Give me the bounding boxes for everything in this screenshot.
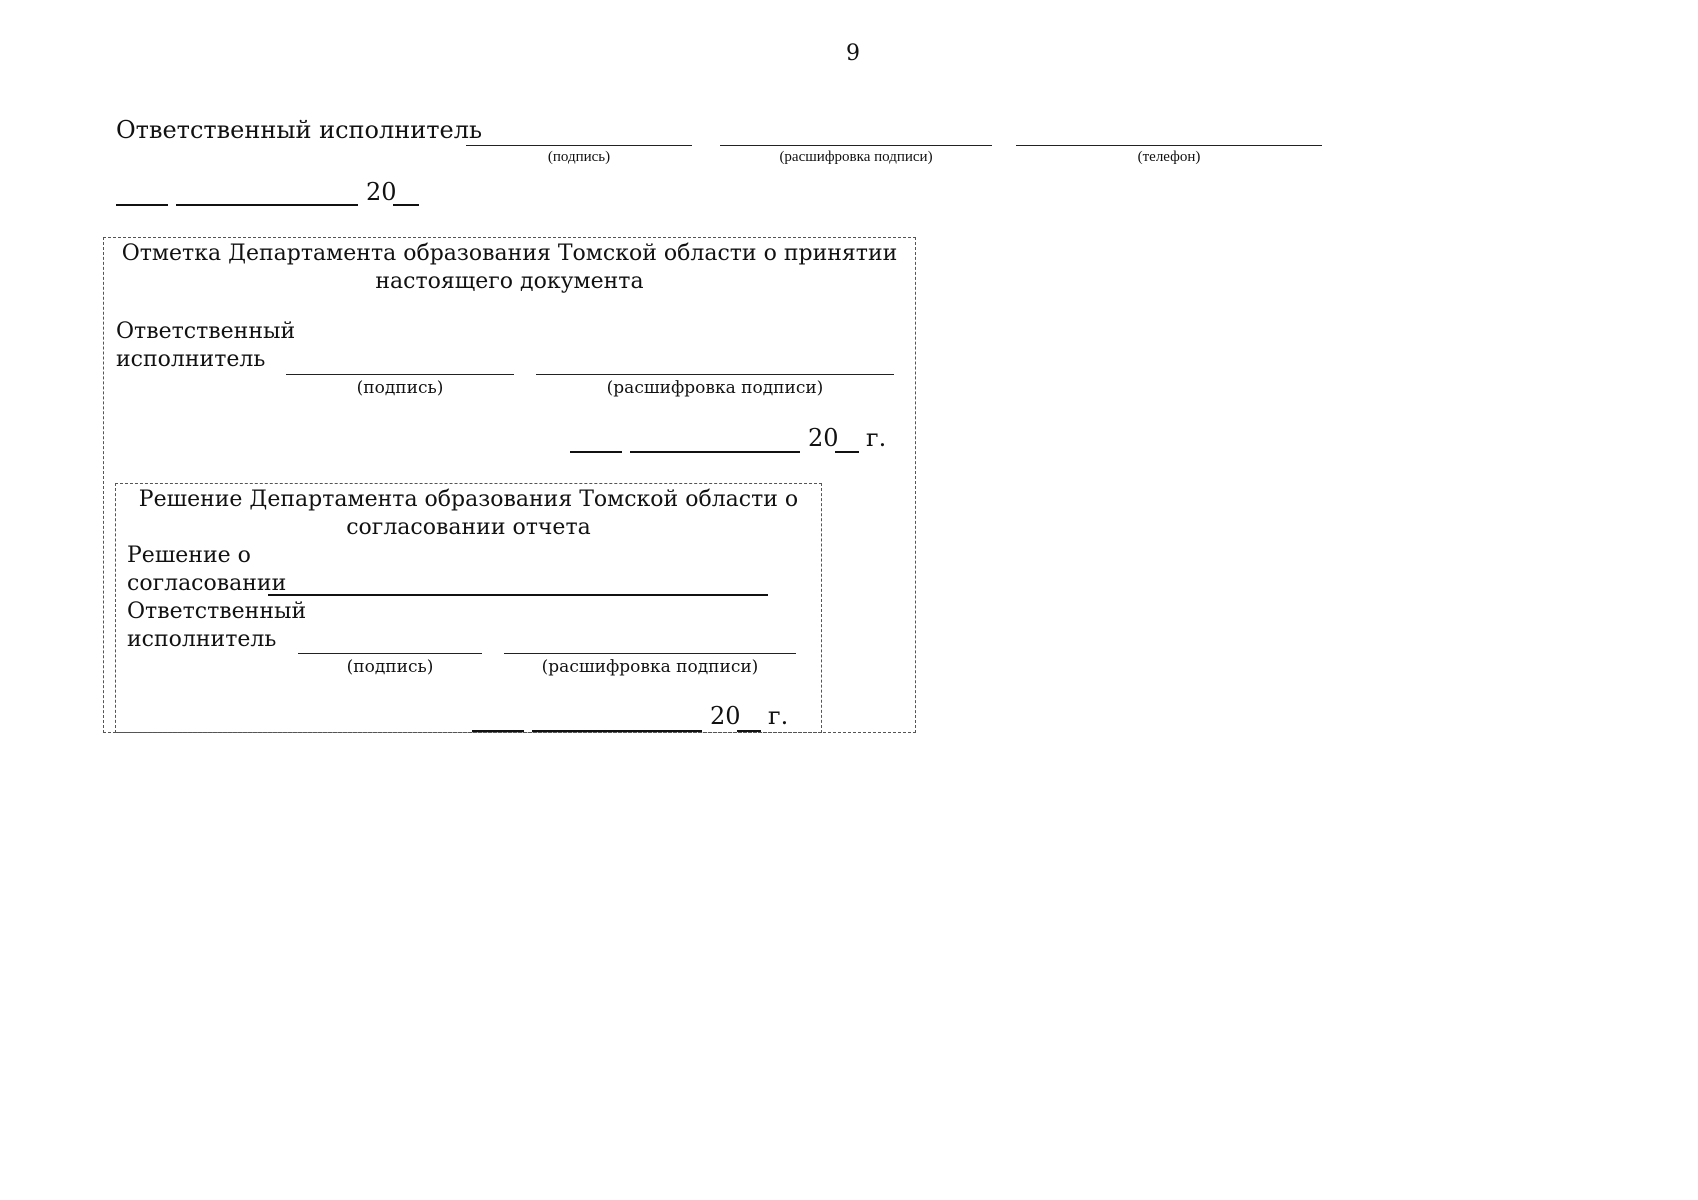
signature-decoding-line[interactable] bbox=[720, 145, 992, 146]
date-year-line[interactable] bbox=[393, 204, 419, 206]
acceptance-label-line1: Ответственный bbox=[116, 319, 296, 344]
signature-caption: (подпись) bbox=[547, 149, 611, 165]
acceptance-title-line1: Отметка Департамента образования Томской области о принятии bbox=[121, 241, 898, 266]
acceptance-label-line2: исполнитель bbox=[116, 347, 266, 372]
decision-title-line1: Решение Департамента образования Томской области о bbox=[138, 487, 799, 512]
decision-signature-line[interactable] bbox=[298, 653, 482, 654]
decision-signature-caption: (подпись) bbox=[346, 657, 434, 677]
decision-input-line[interactable] bbox=[268, 594, 768, 596]
acceptance-signature-line[interactable] bbox=[286, 374, 514, 375]
decision-date-suffix: г. bbox=[768, 702, 789, 730]
signature-line[interactable] bbox=[466, 145, 692, 146]
acceptance-decoding-caption: (расшифровка подписи) bbox=[606, 378, 824, 398]
decision-label-line2: согласовании bbox=[127, 571, 287, 596]
decision-decoding-caption: (расшифровка подписи) bbox=[541, 657, 759, 677]
decision-date-month-line[interactable] bbox=[532, 730, 702, 732]
page-number: 9 bbox=[846, 41, 860, 66]
acceptance-date-year-line[interactable] bbox=[835, 451, 859, 453]
acceptance-date-suffix: г. bbox=[866, 424, 887, 452]
acceptance-date-year-prefix: 20 bbox=[808, 424, 839, 452]
decision-label-line1: Решение о bbox=[127, 543, 251, 568]
phone-line[interactable] bbox=[1016, 145, 1322, 146]
responsible-executor-label: Ответственный исполнитель bbox=[116, 116, 483, 144]
acceptance-signature-caption: (подпись) bbox=[356, 378, 444, 398]
acceptance-title-line2: настоящего документа bbox=[375, 269, 644, 294]
date-year-prefix: 20 bbox=[366, 178, 397, 206]
signature-decoding-caption: (расшифровка подписи) bbox=[779, 149, 933, 165]
date-day-line[interactable] bbox=[116, 204, 168, 206]
acceptance-decoding-line[interactable] bbox=[536, 374, 894, 375]
decision-executor-label-line1: Ответственный bbox=[127, 599, 307, 624]
acceptance-date-day-line[interactable] bbox=[570, 451, 622, 453]
phone-caption: (телефон) bbox=[1137, 149, 1201, 165]
decision-date-year-line[interactable] bbox=[737, 730, 761, 732]
decision-decoding-line[interactable] bbox=[504, 653, 796, 654]
acceptance-date-month-line[interactable] bbox=[630, 451, 800, 453]
date-month-line[interactable] bbox=[176, 204, 358, 206]
decision-date-day-line[interactable] bbox=[472, 730, 524, 732]
decision-title-line2: согласовании отчета bbox=[346, 515, 591, 540]
decision-executor-label-line2: исполнитель bbox=[127, 627, 277, 652]
decision-date-year-prefix: 20 bbox=[710, 702, 741, 730]
